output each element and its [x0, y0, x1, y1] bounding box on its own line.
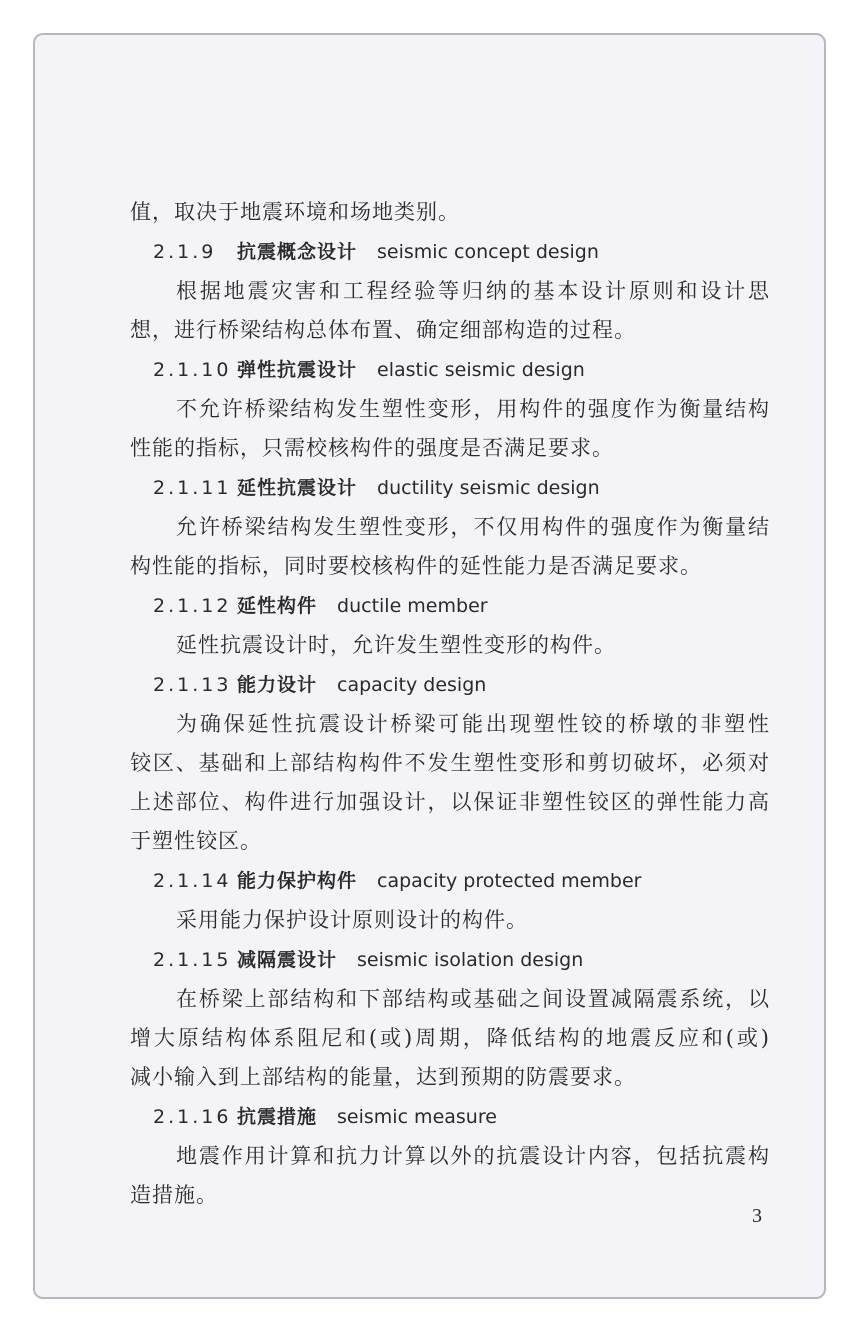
section-number: 2.1.16: [153, 1106, 232, 1128]
paragraph-line: 地震作用计算和抗力计算以外的抗震设计内容，包括抗震构: [176, 1144, 770, 1168]
section-number: 2.1.12: [153, 595, 232, 617]
section-title-zh: 延性构件: [237, 595, 318, 617]
intro-line: 值，取决于地震环境和场地类别。: [130, 200, 460, 224]
paragraph-line: 于塑性铰区。: [130, 829, 262, 853]
section-title-en: ductile member: [337, 595, 488, 617]
section-title-zh: 能力保护构件: [237, 870, 358, 892]
section-number: 2.1.9: [153, 241, 217, 263]
section-title-zh: 抗震概念设计: [237, 241, 358, 263]
section-heading: [130, 1097, 770, 1137]
section-number: 2.1.13: [153, 674, 232, 696]
section-title-zh: 延性抗震设计: [237, 477, 358, 499]
section-title-zh: 减隔震设计: [237, 949, 338, 971]
section-heading: [130, 861, 770, 901]
section-title-en: seismic concept design: [377, 241, 599, 263]
section-heading: [130, 232, 770, 272]
section-title-en: capacity design: [337, 674, 487, 696]
section-title-zh: 能力设计: [237, 674, 318, 696]
section-heading: [130, 586, 770, 626]
paragraph-line: 铰区、基础和上部结构构件不发生塑性变形和剪切破坏，必须对: [130, 751, 770, 775]
paragraph-line: 延性抗震设计时，允许发生塑性变形的构件。: [176, 633, 616, 657]
document-page: [33, 33, 826, 1299]
paragraph-line: 不允许桥梁结构发生塑性变形，用构件的强度作为衡量结构: [176, 397, 770, 421]
section-heading: [130, 665, 770, 705]
paragraph-line: 性能的指标，只需校核构件的强度是否满足要求。: [130, 436, 614, 460]
paragraph-line: 构性能的指标，同时要校核构件的延性能力是否满足要求。: [130, 554, 702, 578]
paragraph-line: 在桥梁上部结构和下部结构或基础之间设置减隔震系统，以: [176, 987, 770, 1011]
paragraph-line: 造措施。: [130, 1183, 218, 1207]
paragraph-line: 为确保延性抗震设计桥梁可能出现塑性铰的桥墩的非塑性: [176, 712, 770, 736]
section-number: 2.1.14: [153, 870, 232, 892]
paragraph-line: 想，进行桥梁结构总体布置、确定细部构造的过程。: [130, 318, 636, 342]
section-title-zh: 抗震措施: [237, 1106, 318, 1128]
page-content: [130, 193, 770, 1215]
section-number: 2.1.11: [153, 477, 232, 499]
section-title-zh: 弹性抗震设计: [237, 359, 358, 381]
page-number: 3: [752, 1205, 762, 1227]
section-heading: [130, 350, 770, 390]
paragraph-line: 增大原结构体系阻尼和(或)周期，降低结构的地震反应和(或): [130, 1026, 770, 1050]
section-title-en: elastic seismic design: [377, 359, 585, 381]
section-title-en: seismic isolation design: [357, 949, 584, 971]
paragraph-line: 根据地震灾害和工程经验等归纳的基本设计原则和设计思: [176, 279, 770, 303]
section-title-en: seismic measure: [337, 1106, 497, 1128]
paragraph-line: 采用能力保护设计原则设计的构件。: [176, 908, 528, 932]
paragraph-line: 减小输入到上部结构的能量，达到预期的防震要求。: [130, 1065, 636, 1089]
section-number: 2.1.10: [153, 359, 232, 381]
section-number: 2.1.15: [153, 949, 232, 971]
paragraph-line: 上述部位、构件进行加强设计，以保证非塑性铰区的弹性能力高: [130, 790, 770, 814]
section-heading: [130, 468, 770, 508]
section-title-en: ductility seismic design: [377, 477, 600, 499]
paragraph-line: 允许桥梁结构发生塑性变形，不仅用构件的强度作为衡量结: [176, 515, 770, 539]
section-heading: [130, 940, 770, 980]
section-title-en: capacity protected member: [377, 870, 642, 892]
